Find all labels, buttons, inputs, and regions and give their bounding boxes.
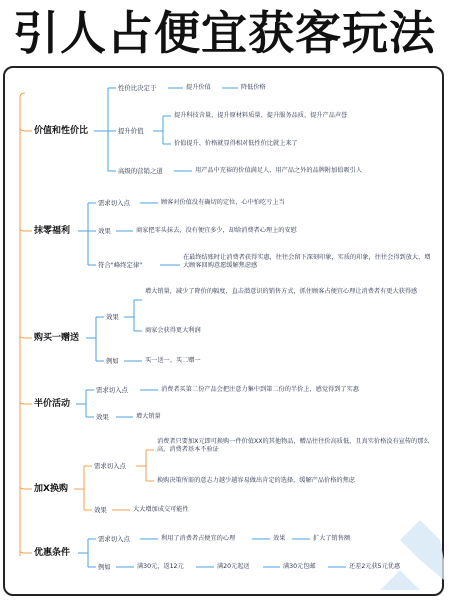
- corner-decoration: [380, 520, 444, 590]
- root-branch-3: [20, 336, 32, 338]
- item-child: 增大销量: [136, 413, 161, 420]
- item-label: 需求切入点: [94, 462, 126, 470]
- item-child: 扩大了销售额: [313, 535, 351, 542]
- item-child: 利用了消费者占便宜的心理: [161, 535, 236, 542]
- item-label: 需求切入点: [96, 386, 128, 394]
- item-child: 消费者买第二份产品会把注意力集中到第二份的半价上，感觉得到了实惠: [161, 386, 359, 393]
- category-label: 购买一赠送: [34, 333, 80, 343]
- root-branch-6: [20, 551, 32, 553]
- item-label: 提升价值: [118, 127, 144, 135]
- item-label: 需求切入点: [98, 199, 130, 207]
- item-child: 满20元起送: [217, 563, 250, 570]
- root-top-cap: [20, 93, 25, 98]
- item-child: 还差2元获5元优惠: [349, 563, 401, 570]
- item-child: 提升价值: [186, 84, 211, 91]
- category-label: 抹零福利: [34, 226, 71, 236]
- item-label: 例如: [98, 563, 111, 571]
- item-label: 需求切入点: [98, 535, 130, 543]
- item-label: 符合"峰终定律": [98, 261, 143, 269]
- item-child: 用产品中充裕的价值满足人、用产品之外的品牌附加值吸引人: [195, 167, 363, 174]
- item-child: 价值提升、价格就显得相对低性价比就上来了: [174, 140, 298, 147]
- item-label: 性价比决定于: [118, 84, 157, 92]
- item-label: 效果: [98, 227, 111, 235]
- item-child: 效果: [273, 535, 286, 542]
- item-label: 例如: [106, 357, 119, 365]
- root-branch-1: [20, 128, 32, 131]
- root-branch-4: [20, 402, 32, 404]
- item-child: 买一送一、买二赠一: [145, 357, 201, 364]
- item-label: 高级的营销之道: [118, 167, 163, 175]
- item-child: 满30元包邮: [283, 563, 316, 570]
- root-branch-5: [20, 487, 32, 489]
- item-child: 换购决策所需的意志力越少越容易做出肯定的选择，缓解产品价格的焦虑: [157, 477, 355, 484]
- item-child: 消费者只要加X元即可换购一件价值XX的其他物品，赠品往往价高质低，且真实价格没有宣传的那么高，消费者基本不验证: [157, 438, 430, 453]
- item-label: 效果: [94, 506, 107, 514]
- category-label: 优惠条件: [34, 548, 71, 558]
- item-child: 顾客对价值没有确切的定位，心中怕吃亏上当: [161, 199, 285, 206]
- item-child: 降低价格: [241, 84, 266, 91]
- item-child: 商家会获得更大利润: [145, 327, 201, 334]
- item-child: 大大增加成交可能性: [133, 506, 189, 513]
- item-child: 满30元，返12元: [137, 563, 184, 570]
- item-child: 提升科技含量、提升原材料质量、提升服务品质、提升产品声誉: [174, 112, 348, 119]
- item-child: 在最终结账时让消费者获得实惠，往往会留下深刻印象，实质的印象，往往会得到放大、增大顾客回购意愿缓解焦虑感: [183, 254, 431, 269]
- item-child: 增大销量，减少了降价的幅度，直击潜意识的销售方式，抓住顾客占便宜心理让消费者有更大获得感: [145, 288, 418, 295]
- page-title: 引人占便宜获客玩法: [13, 6, 436, 60]
- category-label: 加X换购: [34, 484, 68, 494]
- item-child: 商家把零头抹去，没有便宜多少，却给消费者心理上的安慰: [136, 227, 297, 234]
- item-label: 效果: [106, 313, 119, 321]
- category-label: 半价活动: [34, 399, 71, 409]
- root-branch-2: [20, 229, 32, 231]
- category-label: 价值和性价比: [34, 126, 89, 136]
- item-label: 效果: [96, 413, 109, 421]
